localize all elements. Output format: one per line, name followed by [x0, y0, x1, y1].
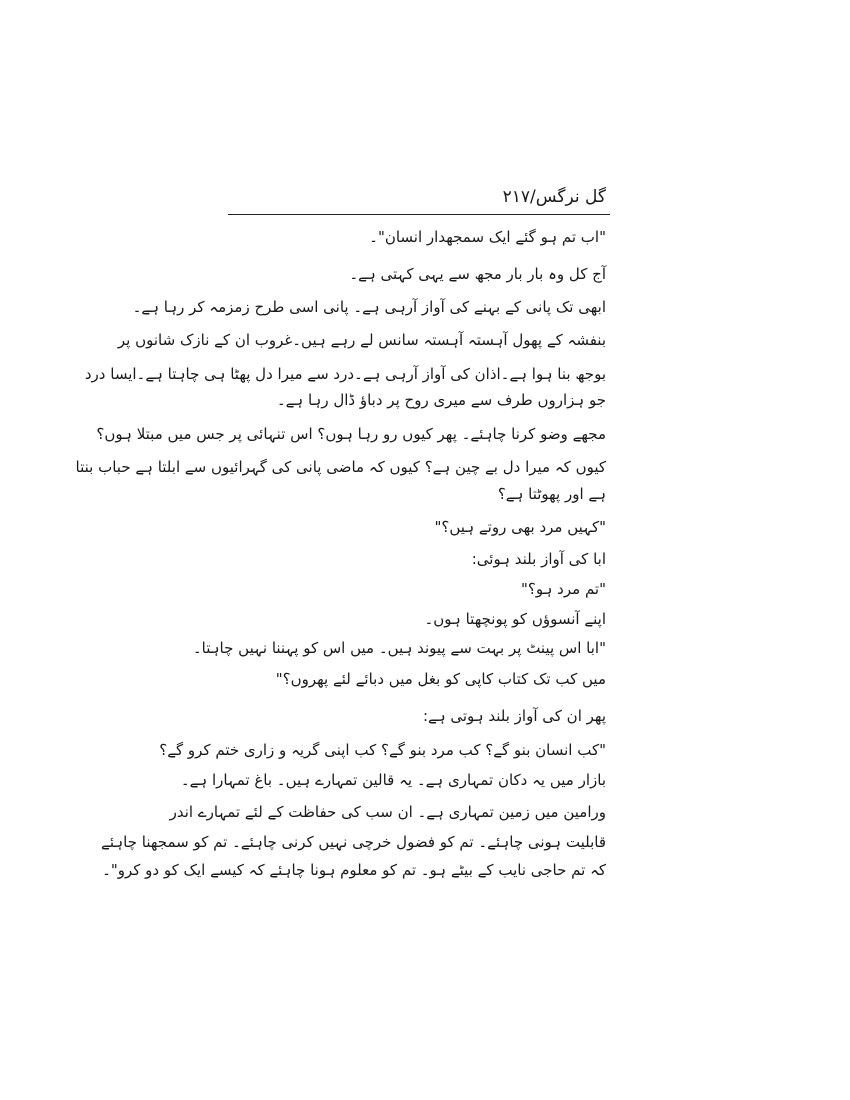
text-line-7: مجھے وضو کرنا چاہئے۔ پھر کیوں رو رہا ہوں؟ اس تنہائی پر جس میں مبتلا ہوں؟	[96, 425, 606, 443]
text-line-16: پھر ان کی آواز بلند ہوتی ہے:	[422, 707, 606, 725]
text-line-10: "کہیں مرد بھی روتے ہیں؟"	[434, 518, 606, 536]
text-line-6: جو ہزاروں طرف سے میری روح پر دباؤ ڈال رہا ہے۔	[276, 391, 606, 409]
text-line-15: میں کب تک کتاب کاپی کو بغل میں دبائے لئے پھروں؟"	[275, 670, 606, 688]
text-line-14: "ابا اس پینٹ پر بہت سے پیوند ہیں۔ میں اس کو پہننا نہیں چاہتا۔	[192, 639, 606, 657]
text-line-20: قابلیت ہونی چاہئے۔ تم کو فضول خرچی نہیں کرنی چاہئے۔ تم کو سمجھنا چاہئے	[101, 833, 606, 851]
text-line-17: "کب انسان بنو گے؟ کب مرد بنو گے؟ کب اپنی گریہ و زاری ختم کرو گے؟	[159, 741, 606, 759]
text-line-19: ورامین میں زمین تمہاری ہے۔ ان سب کی حفاظت کے لئے تمہارے اندر	[169, 803, 606, 821]
text-line-5: بوجھ بنا ہوا ہے۔اذان کی آواز آرہی ہے۔درد سے میرا دل پھٹا ہی چاہتا ہے۔ایسا درد	[84, 365, 606, 383]
text-line-3: ابھی تک پانی کے بہنے کی آواز آرہی ہے۔ پانی اسی طرح زمزمہ کر رہا ہے۔	[132, 298, 606, 316]
text-line-1: "اب تم ہو گئے ایک سمجھدار انسان"۔	[369, 228, 606, 246]
book-page	[75, 178, 610, 898]
running-head-page-number: گل نرگس/۲۱۷	[502, 187, 606, 207]
text-line-8: کیوں کہ میرا دل بے چین ہے؟ کیوں کہ ماضی پانی کی گہرائیوں سے ابلتا ہے حباب بنتا	[75, 458, 606, 476]
text-line-18: بازار میں یہ دکان تمہاری ہے۔ یہ قالین تمہارے ہیں۔ باغ تمہارا ہے۔	[180, 771, 606, 789]
text-line-21: کہ تم حاجی نایب کے بیٹے ہو۔ تم کو معلوم ہونا چاہئے کہ کیسے ایک کو دو کرو"۔	[102, 861, 606, 879]
text-line-11: ابا کی آواز بلند ہوئی:	[471, 550, 606, 568]
text-line-12: "تم مرد ہو؟"	[521, 580, 606, 598]
text-line-13: اپنے آنسوؤں کو پونچھتا ہوں۔	[424, 610, 606, 628]
text-line-9: ہے اور پھوٹتا ہے؟	[497, 485, 606, 503]
text-line-2: آج کل وہ بار بار مجھ سے یہی کہتی ہے۔	[349, 265, 606, 283]
text-line-4: بنفشہ کے پھول آہستہ آہستہ سانس لے رہے ہیں۔غروب ان کے نازک شانوں پر	[117, 331, 606, 349]
page-header	[228, 178, 610, 215]
